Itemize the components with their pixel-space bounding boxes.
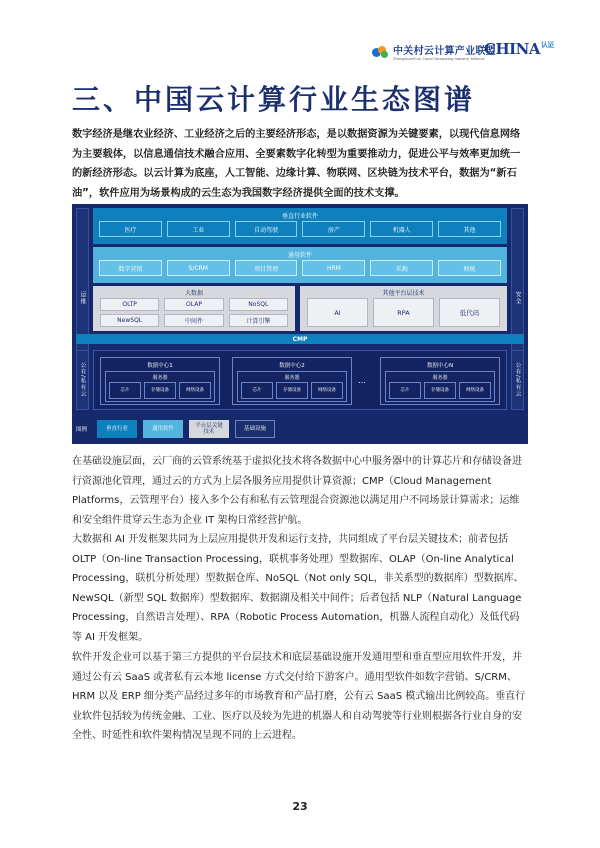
bigdata-layer <box>93 286 295 331</box>
legend-label: 图例 <box>76 427 88 433</box>
intro-paragraph: 数字经济是继农业经济、工业经济之后的主要经济形态，是以数据资源为关键要素，以现代信息网络为主要载体，以信息通信技术融合应用、全要素数字化转型为重要推动力，促进公平与效率更加统一的新经济形态。以云计算为底座，人工智能、边缘计算、物联网、区块链为技术平台，数据为“新石油”，软件应用为场景构成的云生态为我国数字经济提供全面的技术支撑。 <box>72 129 521 199</box>
platform-tech-item: RPA <box>373 298 434 327</box>
bigdata-item: 中间件 <box>164 314 223 327</box>
hardware-cell: 网络设备 <box>179 382 211 399</box>
cloud-type-bar-left <box>76 350 89 410</box>
bigdata-item: 计算引擎 <box>229 314 288 327</box>
paragraph-software: 软件开发企业可以基于第三方提供的平台层技术和底层基础设施开发通用型和垂直型应用软件开发，并通过公有云 SaaS 或者私有云本地 license 方式交付给下游客户。通用型软件如数字营销、S/CRM、HRM 以及 ERP 细分类产品经过多年的市场教育和产品打磨，公有云 SaaS 模式输出比例较高。垂直行业软件包括较为传统金融、工业、医疗以及较为先进的机器人和自动驾驶等行业则根据各行业自身的安全性、时延性和软件架构情况呈现不同的上云进程。 <box>72 652 526 741</box>
ops-label: 运维 <box>79 291 86 305</box>
legend-vertical: 垂直行业 <box>97 420 137 438</box>
platform-tech-item: AI <box>307 298 368 327</box>
cert-logo-text: 认证 <box>540 40 554 49</box>
diagram-legend <box>76 420 275 438</box>
datacenter-layer <box>93 350 507 410</box>
security-label: 安全 <box>514 291 521 305</box>
hardware-cell: 存储设备 <box>276 382 308 399</box>
legend-platform: 平台层关键技术 <box>189 420 229 438</box>
vertical-item: 自动驾驶 <box>235 221 298 237</box>
hardware-cell: 芯片 <box>389 382 421 399</box>
cmp-bar: CMP <box>76 334 524 344</box>
server-title: 服务器 <box>432 375 448 381</box>
hardware-cell: 网络设备 <box>311 382 343 399</box>
page-number: 23 <box>292 800 308 813</box>
vertical-item: 工业 <box>167 221 230 237</box>
alliance-logo <box>372 42 496 61</box>
datacenter-title: 数据中心2 <box>279 363 305 369</box>
other-platform-tech-title: 其他平台层技术 <box>382 290 425 297</box>
other-platform-tech-layer <box>300 286 507 331</box>
alliance-name-en: ZhongGuanCun Cloud Computing Industry Alliance <box>393 57 485 61</box>
general-software-title: 通用软件 <box>287 252 312 259</box>
bigdata-item: OLAP <box>164 298 223 311</box>
server-box <box>385 371 495 402</box>
vertical-item: 其他 <box>438 221 501 237</box>
bigdata-title: 大数据 <box>184 290 203 297</box>
hardware-cell: 芯片 <box>109 382 141 399</box>
paragraph-infrastructure: 在基础设施层面，云厂商的云管系统基于虚拟化技术将各数据中心中服务器中的计算芯片和存储设备进行资源池化管理，通过云的方式为上层各服务应用提供计算资源；CMP（Cloud Management Platforms，云管理平台）接入多个公有和私有云管理混合资源池以满足用户不同场景计算需求；运维和安全组件贯穿云生态为企业 IT 架构日常经营护航。 <box>72 456 522 526</box>
datacenter-title: 数据中心1 <box>147 363 173 369</box>
legend-infrastructure: 基础设施 <box>235 420 275 438</box>
datacenter-box <box>232 357 352 405</box>
server-title: 服务器 <box>152 375 168 381</box>
alliance-name-cn: 中关村云计算产业联盟 <box>393 46 496 57</box>
hardware-cell: 芯片 <box>241 382 273 399</box>
ecosystem-diagram <box>72 204 528 444</box>
alliance-logo-icon <box>372 46 390 58</box>
datacenter-box <box>380 357 500 405</box>
china-logo-text: CHINA <box>484 40 540 58</box>
general-item: 财税 <box>438 260 501 276</box>
page-title: 三、中国云计算行业生态图谱 <box>72 83 476 116</box>
hardware-cell: 存储设备 <box>144 382 176 399</box>
general-item: HRM <box>302 260 365 276</box>
general-software-layer <box>93 247 507 283</box>
server-box <box>105 371 215 402</box>
cloud-type-label: 公有/私有云 <box>514 362 521 398</box>
bigdata-item: OLTP <box>100 298 159 311</box>
paragraph-platform: 大数据和 AI 开发框架共同为上层应用提供开发和运行支持，共同组成了平台层关键技术；前者包括 OLTP（On-line Transaction Processing，联机事务处理）型数据库、OLAP（On-line Analytical Processing，联机分析处理）型数据仓库、NoSQL（Not only SQL，非关系型的数据库）型数据库、NewSQL（新型 SQL 数据库）型数据库、数据湖及相关中间件；后者包括 NLP（Natural Language Processing，自然语言处理）、RPA（Robotic Process Automation，机器人流程自动化）及低代码等 AI 开发框架。 <box>72 534 524 643</box>
vertical-software-title: 垂直行业软件 <box>281 213 318 220</box>
vertical-item: 房产 <box>302 221 365 237</box>
hardware-cell: 网络设备 <box>459 382 491 399</box>
server-title: 服务器 <box>284 375 300 381</box>
hardware-cell: 存储设备 <box>424 382 456 399</box>
china-cert-logo <box>484 40 554 58</box>
vertical-item: 机器人 <box>370 221 433 237</box>
datacenter-title: 数据中心N <box>426 363 454 369</box>
vertical-software-layer <box>93 208 507 244</box>
bigdata-item: NewSQL <box>100 314 159 327</box>
vertical-item: 医疗 <box>99 221 162 237</box>
cloud-type-bar-right <box>511 350 524 410</box>
general-item: 采购 <box>370 260 433 276</box>
general-item: 数字营销 <box>99 260 162 276</box>
server-box <box>237 371 347 402</box>
cloud-type-label: 公有/私有云 <box>79 362 86 398</box>
ellipsis: … <box>358 376 366 385</box>
general-item: 项目管理 <box>235 260 298 276</box>
general-item: S/CRM <box>167 260 230 276</box>
legend-general: 通用软件 <box>143 420 183 438</box>
platform-tech-item: 低代码 <box>439 298 500 327</box>
bigdata-item: NoSQL <box>229 298 288 311</box>
datacenter-box <box>100 357 220 405</box>
